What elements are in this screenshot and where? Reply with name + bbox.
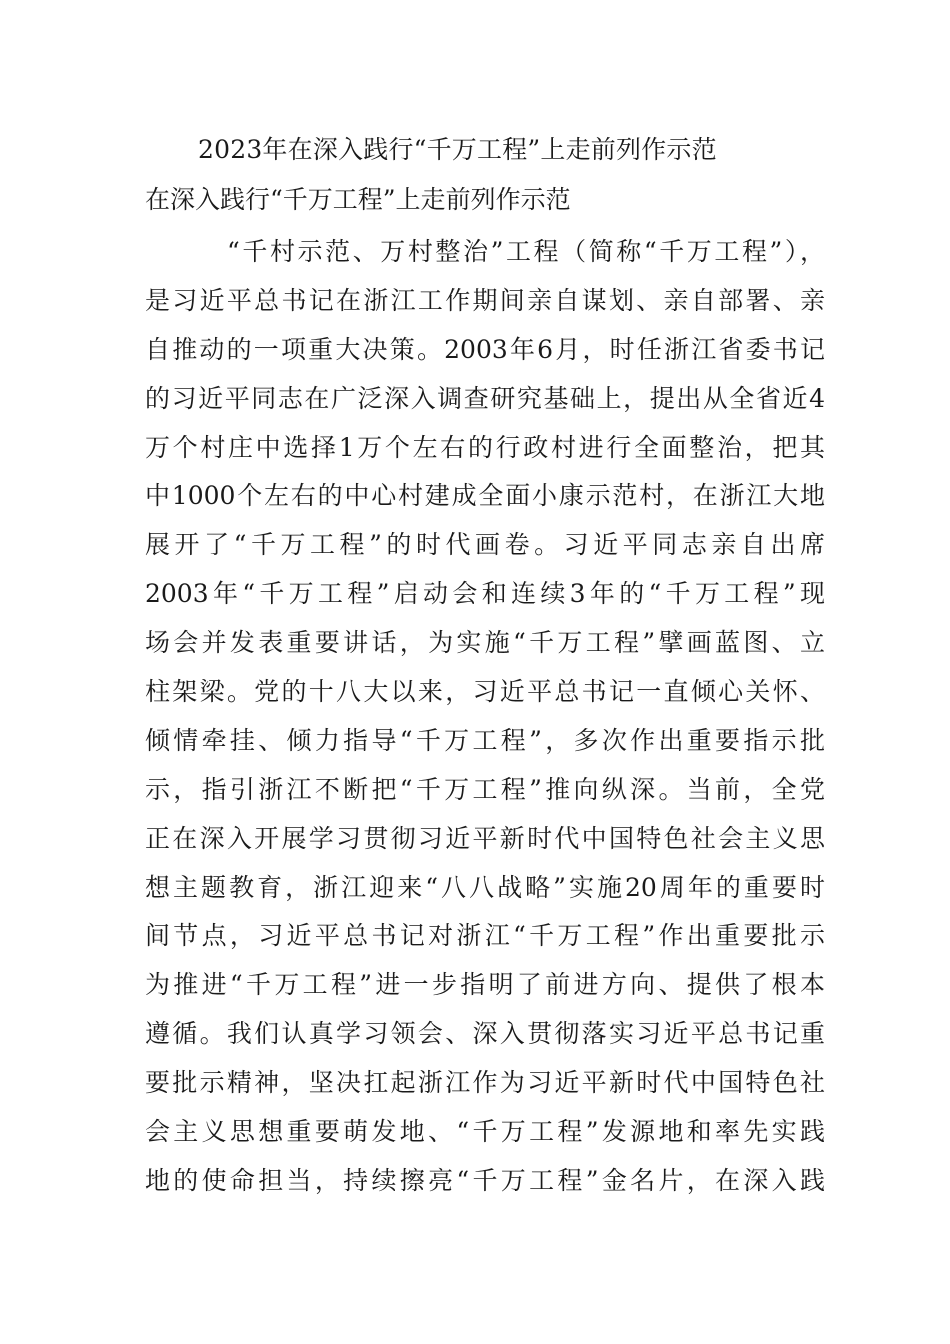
paragraph-line: 展开了“千万工程”的时代画卷。习近平同志亲自出席 xyxy=(145,530,825,560)
paragraph-line: 为推进“千万工程”进一步指明了前进方向、提供了根本 xyxy=(145,970,825,1000)
paragraph-line: 中1000个左右的中心村建成全面小康示范村，在浙江大地 xyxy=(145,481,825,511)
paragraph-line: 要批示精神，坚决扛起浙江作为习近平新时代中国特色社 xyxy=(145,1068,825,1098)
paragraph-line: 自推动的一项重大决策。2003年6月，时任浙江省委书记 xyxy=(145,334,825,364)
paragraph-line: “千村示范、万村整治”工程（简称“千万工程”）， xyxy=(227,237,825,266)
paragraph-line: 的习近平同志在广泛深入调查研究基础上，提出从全省近4 xyxy=(145,383,825,413)
paragraph-line: 倾情牵挂、倾力指导“千万工程”，多次作出重要指示批 xyxy=(145,725,825,755)
paragraph-line: 想主题教育，浙江迎来“八八战略”实施20周年的重要时 xyxy=(145,872,825,902)
paragraph-line: 柱架梁。党的十八大以来，习近平总书记一直倾心关怀、 xyxy=(145,677,825,707)
paragraph-line: 场会并发表重要讲话，为实施“千万工程”擘画蓝图、立 xyxy=(145,628,825,658)
document-title: 2023年在深入践行“千万工程”上走前列作示范 xyxy=(198,135,717,164)
document-subtitle: 在深入践行“千万工程”上走前列作示范 xyxy=(145,185,571,214)
paragraph-line: 遵循。我们认真学习领会、深入贯彻落实习近平总书记重 xyxy=(145,1019,825,1049)
paragraph-line: 正在深入开展学习贯彻习近平新时代中国特色社会主义思 xyxy=(145,823,825,853)
body-paragraph xyxy=(145,228,825,1206)
paragraph-line: 间节点，习近平总书记对浙江“千万工程”作出重要批示 xyxy=(145,921,825,951)
paragraph-line: 万个村庄中选择1万个左右的行政村进行全面整治，把其 xyxy=(145,432,825,462)
paragraph-line: 2003年“千万工程”启动会和连续3年的“千万工程”现 xyxy=(145,579,825,609)
paragraph-line: 会主义思想重要萌发地、“千万工程”发源地和率先实践 xyxy=(145,1117,825,1147)
paragraph-line: 是习近平总书记在浙江工作期间亲自谋划、亲自部署、亲 xyxy=(145,285,825,315)
paragraph-line: 示，指引浙江不断把“千万工程”推向纵深。当前，全党 xyxy=(145,774,825,804)
paragraph-line: 地的使命担当，持续擦亮“千万工程”金名片，在深入践 xyxy=(145,1165,825,1195)
